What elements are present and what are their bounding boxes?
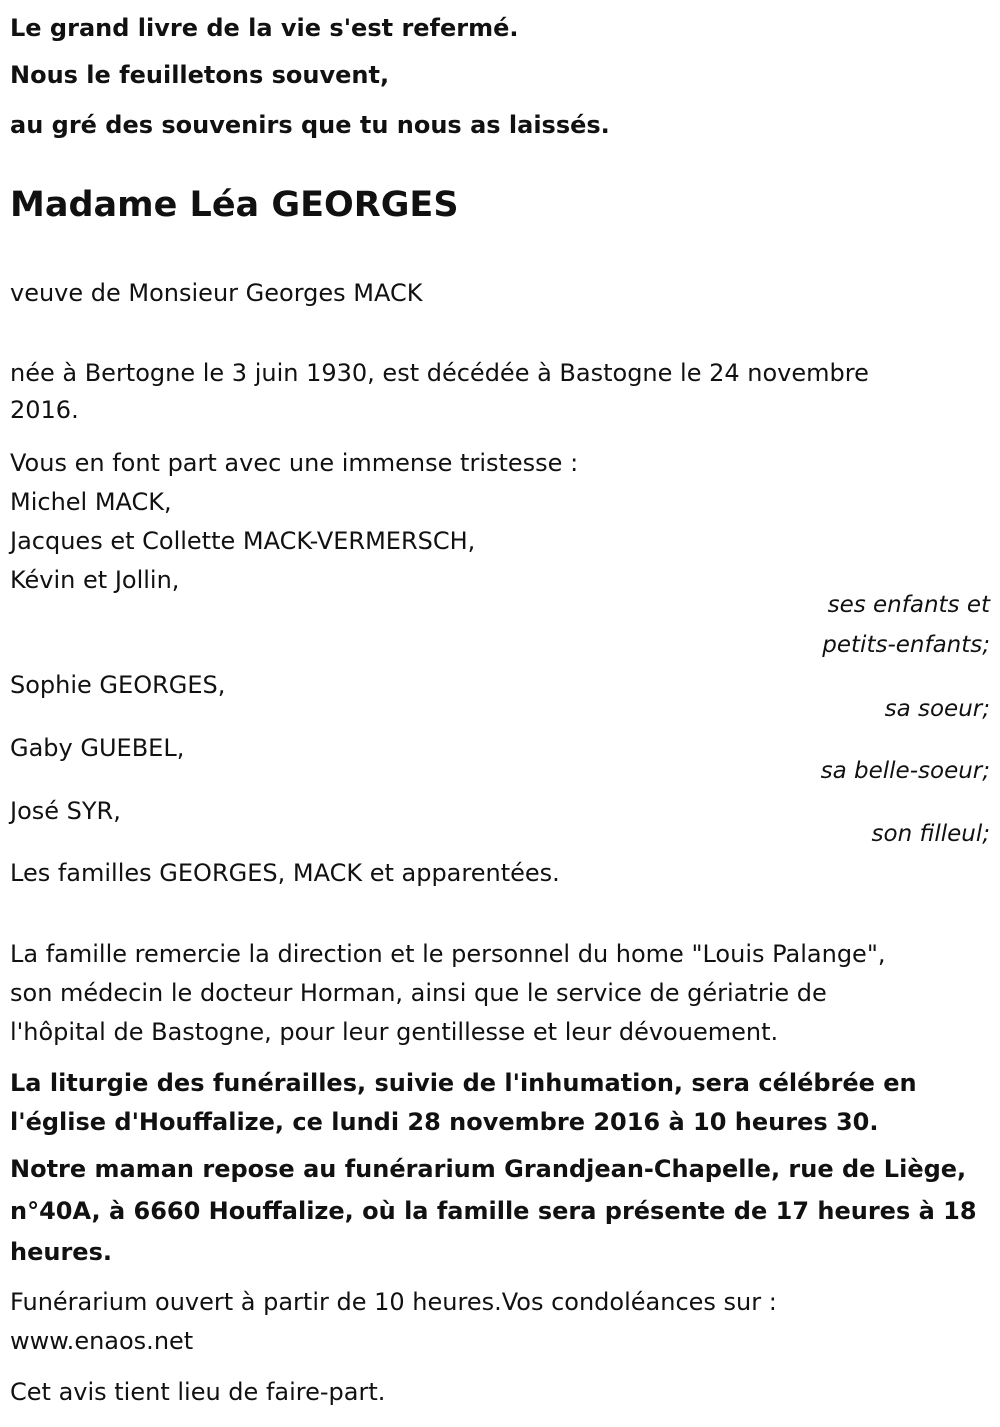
thanks-line: La famille remercie la direction et le personnel du home "Louis Palange", [10, 940, 886, 968]
thanks-line: l'hôpital de Bastogne, pour leur gentillesse et leur dévouement. [10, 1018, 779, 1046]
families: Les familles GEORGES, MACK et apparentées. [10, 859, 560, 887]
family-member: Jacques et Collette MACK-VERMERSCH, [10, 527, 476, 555]
epigraph-line: au gré des souvenirs que tu nous as laissés. [10, 111, 610, 139]
epigraph-line: Nous le feuilletons souvent, [10, 61, 390, 89]
relation: petits-enfants; [822, 632, 990, 658]
opening-line: Funérarium ouvert à partir de 10 heures.Vos condoléances sur : [10, 1288, 777, 1316]
family-member: Kévin et Jollin, [10, 566, 180, 594]
birth-death: 2016. [10, 396, 79, 424]
relation: son filleul; [871, 821, 990, 847]
relation: sa soeur; [884, 696, 990, 722]
family-member: Sophie GEORGES, [10, 671, 226, 699]
rest-line: n°40A, à 6660 Houffalize, où la famille sera présente de 17 heures à 18 [10, 1197, 977, 1225]
announce: Vous en font part avec une immense tristesse : [10, 449, 579, 477]
relation: sa belle-soeur; [820, 758, 990, 784]
rest-line: heures. [10, 1238, 112, 1266]
family-member: José SYR, [10, 797, 121, 825]
thanks-line: son médecin le docteur Horman, ainsi que le service de gériatrie de [10, 979, 827, 1007]
widow-of: veuve de Monsieur Georges MACK [10, 279, 423, 307]
rest-line: Notre maman repose au funérarium Grandjean-Chapelle, rue de Liège, [10, 1155, 967, 1183]
funeral-line: La liturgie des funérailles, suivie de l'inhumation, sera célébrée en [10, 1069, 917, 1097]
condolences-link[interactable]: www.enaos.net [10, 1327, 194, 1355]
closing: Cet avis tient lieu de faire-part. [10, 1378, 386, 1406]
family-member: Gaby GUEBEL, [10, 734, 185, 762]
family-member: Michel MACK, [10, 488, 172, 516]
birth-death: née à Bertogne le 3 juin 1930, est décédée à Bastogne le 24 novembre [10, 359, 869, 387]
relation: ses enfants et [827, 592, 990, 618]
epigraph-line: Le grand livre de la vie s'est refermé. [10, 14, 519, 42]
funeral-line: l'église d'Houffalize, ce lundi 28 novembre 2016 à 10 heures 30. [10, 1108, 879, 1136]
deceased-name: Madame Léa GEORGES [10, 185, 459, 225]
